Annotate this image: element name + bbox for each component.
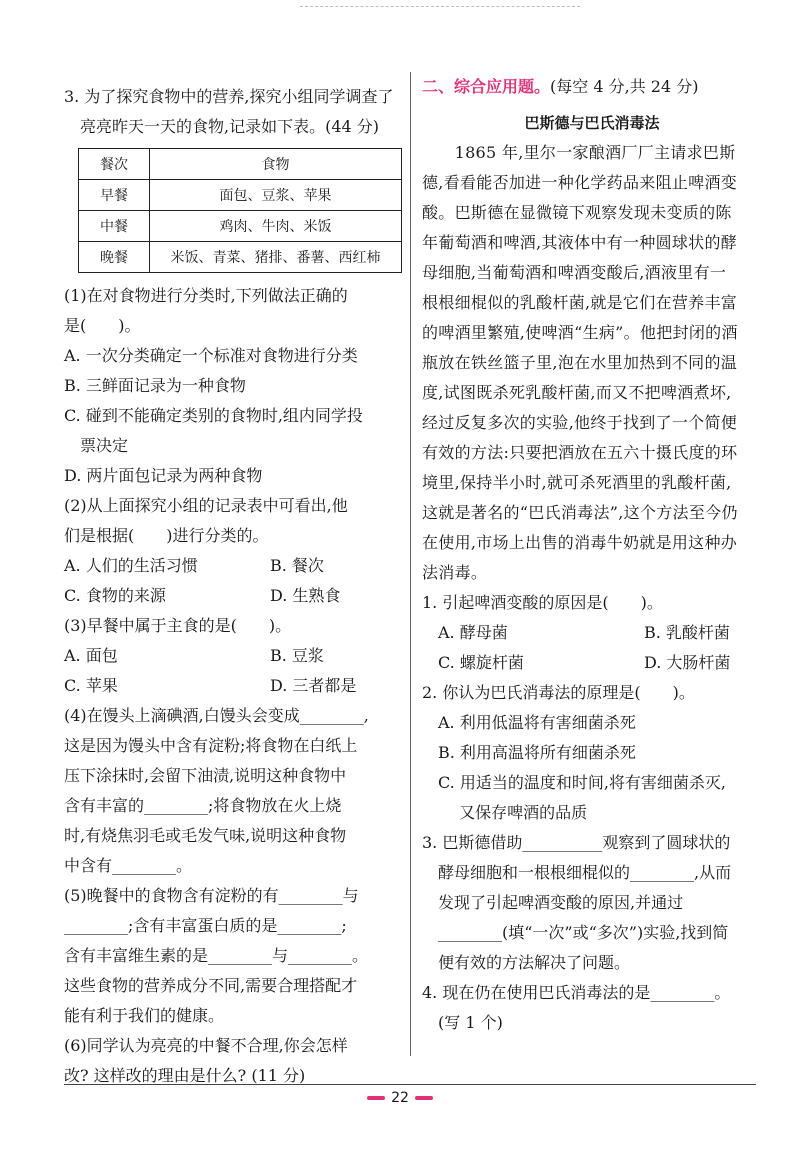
section-heading: [422, 72, 762, 102]
option-d: D. 大肠杆菌: [644, 653, 731, 672]
sub-question-3: (3)早餐中属于主食的是( )。: [64, 616, 292, 635]
sub-question-4: 时,有烧焦羽毛或毛发气味,说明这种食物: [64, 826, 347, 845]
right-column: [422, 72, 762, 1038]
page-number: 22: [391, 1090, 409, 1106]
article-body: [422, 138, 762, 588]
sub-question-5: 这些食物的营养成分不同,需要合理搭配才: [64, 976, 358, 995]
option-c: C. 用适当的温度和时间,将有害细菌杀灭,: [438, 773, 727, 792]
sub-question-5: (5)晚餐中的食物含有淀粉的有________与: [64, 886, 359, 905]
sub-question-1: 是( )。: [64, 316, 141, 335]
sub-question-5: 能有利于我们的健康。: [64, 1006, 225, 1025]
article-line: 1865 年,里尔一家酿酒厂厂主请求巴斯: [422, 143, 736, 162]
option-row: [422, 648, 762, 678]
article-line: 有效的方法:只要把酒放在五六十摄氏度的环: [422, 443, 738, 462]
question-1: 1. 引起啤酒变酸的原因是( )。: [422, 593, 663, 612]
table-row: [79, 211, 402, 242]
article-line: 度,试图既杀死乳酸杆菌,而又不把啤酒煮坏,: [422, 383, 732, 402]
article-line: 境里,保持半小时,就可杀死酒里的乳酸杆菌,: [422, 473, 732, 492]
option-c-cont: 票决定: [80, 436, 129, 455]
page-footer: [0, 1090, 800, 1106]
question-3: ________(填“一次”或“多次”)实验,找到简: [422, 923, 729, 942]
table-header-cell: 餐次: [79, 149, 150, 180]
article-title: 巴斯德与巴氏消毒法: [524, 114, 660, 132]
option-c-cont: 又保存啤酒的品质: [438, 803, 588, 822]
article-line: 法消毒。: [422, 563, 488, 582]
option-a: A. 人们的生活习惯: [64, 556, 198, 575]
sub-question-4: 压下涂抹时,会留下油渍,说明这种食物中: [64, 766, 347, 785]
footer-bar-right: [415, 1096, 433, 1100]
option-b: B. 三鲜面记录为一种食物: [64, 376, 246, 395]
sub-question-5: 含有丰富维生素的是________与________。: [64, 946, 369, 965]
option-a: A. 酵母菌: [438, 623, 508, 642]
sub-question-5: ________;含有丰富蛋白质的是________;: [64, 916, 347, 935]
option-c: C. 螺旋杆菌: [438, 653, 524, 672]
question-3: 酵母细胞和一根根细棍似的________,从而: [422, 863, 732, 882]
q3-intro-line: 3. 为了探究食物中的营养,探究小组同学调查了: [64, 87, 394, 106]
sub-question-4: 中含有________。: [64, 856, 193, 875]
option-a: A. 一次分类确定一个标准对食物进行分类: [64, 346, 358, 365]
option-b: B. 乳酸杆菌: [644, 623, 730, 642]
option-a: A. 利用低温将有害细菌杀死: [438, 713, 636, 732]
option-b: B. 餐次: [270, 556, 324, 575]
top-decoration: [300, 6, 580, 7]
question-4-note: (写 1 个): [422, 1013, 503, 1032]
option-row: [64, 641, 404, 671]
sub-question-1: (1)在对食物进行分类时,下列做法正确的: [64, 286, 348, 305]
table-cell: 中餐: [79, 211, 150, 242]
column-divider: [410, 72, 411, 1056]
question-3: 3. 巴斯德借助__________观察到了圆球状的: [422, 833, 731, 852]
sub-question-6: (6)同学认为亮亮的中餐不合理,你会怎样: [64, 1036, 348, 1055]
table-row: [79, 242, 402, 273]
left-column: [64, 87, 404, 1091]
footer-rule: [64, 1084, 756, 1085]
section-scoring-note: (每空 4 分,共 24 分): [550, 77, 699, 96]
article-line: 这就是著名的“巴氏消毒法”,这个方法至今仍: [422, 503, 738, 522]
option-row: [64, 551, 404, 581]
meal-table: [78, 148, 402, 273]
option-row: [64, 671, 404, 701]
table-header-row: [79, 149, 402, 180]
table-cell: 早餐: [79, 180, 150, 211]
article-line: 在使用,市场上出售的消毒牛奶就是用这种办: [422, 533, 738, 552]
article-line: 母细胞,当葡萄酒和啤酒变酸后,酒液里有一: [422, 263, 727, 282]
question-3: 发现了引起啤酒变酸的原因,并通过: [422, 893, 684, 912]
table-cell: 米饭、青菜、猪排、番薯、西红柿: [150, 242, 402, 273]
sub-question-4: 含有丰富的________;将食物放在火上烧: [64, 796, 342, 815]
section-title: 二、综合应用题。: [422, 77, 551, 96]
option-row: [422, 618, 762, 648]
option-d: D. 三者都是: [270, 676, 357, 695]
sub-question-2: 们是根据( )进行分类的。: [64, 526, 269, 545]
article-line: 酸。巴斯德在显微镜下观察发现未变质的陈: [422, 203, 732, 222]
table-cell: 晚餐: [79, 242, 150, 273]
option-d: D. 两片面包记录为两种食物: [64, 466, 263, 485]
option-a: A. 面包: [64, 646, 118, 665]
sub-question-6: 改? 这样改的理由是什么? (11 分): [64, 1066, 306, 1085]
footer-bar-left: [367, 1096, 385, 1100]
option-c: C. 食物的来源: [64, 586, 166, 605]
table-header-cell: 食物: [150, 149, 402, 180]
table-row: [79, 180, 402, 211]
table-cell: 鸡肉、牛肉、米饭: [150, 211, 402, 242]
question-4: 4. 现在仍在使用巴氏消毒法的是________。: [422, 983, 731, 1002]
option-d: D. 生熟食: [270, 586, 341, 605]
article-line: 的啤酒里繁殖,使啤酒“生病”。他把封闭的酒: [422, 323, 738, 342]
sub-question-2: (2)从上面探究小组的记录表中可看出,他: [64, 496, 348, 515]
option-row: [64, 581, 404, 611]
sub-question-4: (4)在馒头上滴碘酒,白馒头会变成________,: [64, 706, 369, 725]
article-line: 德,看看能否加进一种化学药品来阻止啤酒变: [422, 173, 738, 192]
option-b: B. 利用高温将所有细菌杀死: [438, 743, 636, 762]
table-cell: 面包、豆浆、苹果: [150, 180, 402, 211]
option-c: C. 碰到不能确定类别的食物时,组内同学投: [64, 406, 363, 425]
article-line: 经过反复多次的实验,他终于找到了一个简便: [422, 413, 738, 432]
question-2: 2. 你认为巴氏消毒法的原理是( )。: [422, 683, 695, 702]
q3-intro-line: 亮亮昨天一天的食物,记录如下表。(44 分): [80, 117, 380, 136]
article-line: 根根细棍似的乳酸杆菌,就是它们在营养丰富: [422, 293, 738, 312]
question-3: 便有效的方法解决了问题。: [422, 953, 631, 972]
sub-question-4: 这是因为馒头中含有淀粉;将食物在白纸上: [64, 736, 358, 755]
option-b: B. 豆浆: [270, 646, 324, 665]
article-line: 年葡萄酒和啤酒,其液体中有一种圆球状的酵: [422, 233, 738, 252]
article-line: 瓶放在铁丝篮子里,泡在水里加热到不同的温: [422, 353, 738, 372]
option-c: C. 苹果: [64, 676, 118, 695]
